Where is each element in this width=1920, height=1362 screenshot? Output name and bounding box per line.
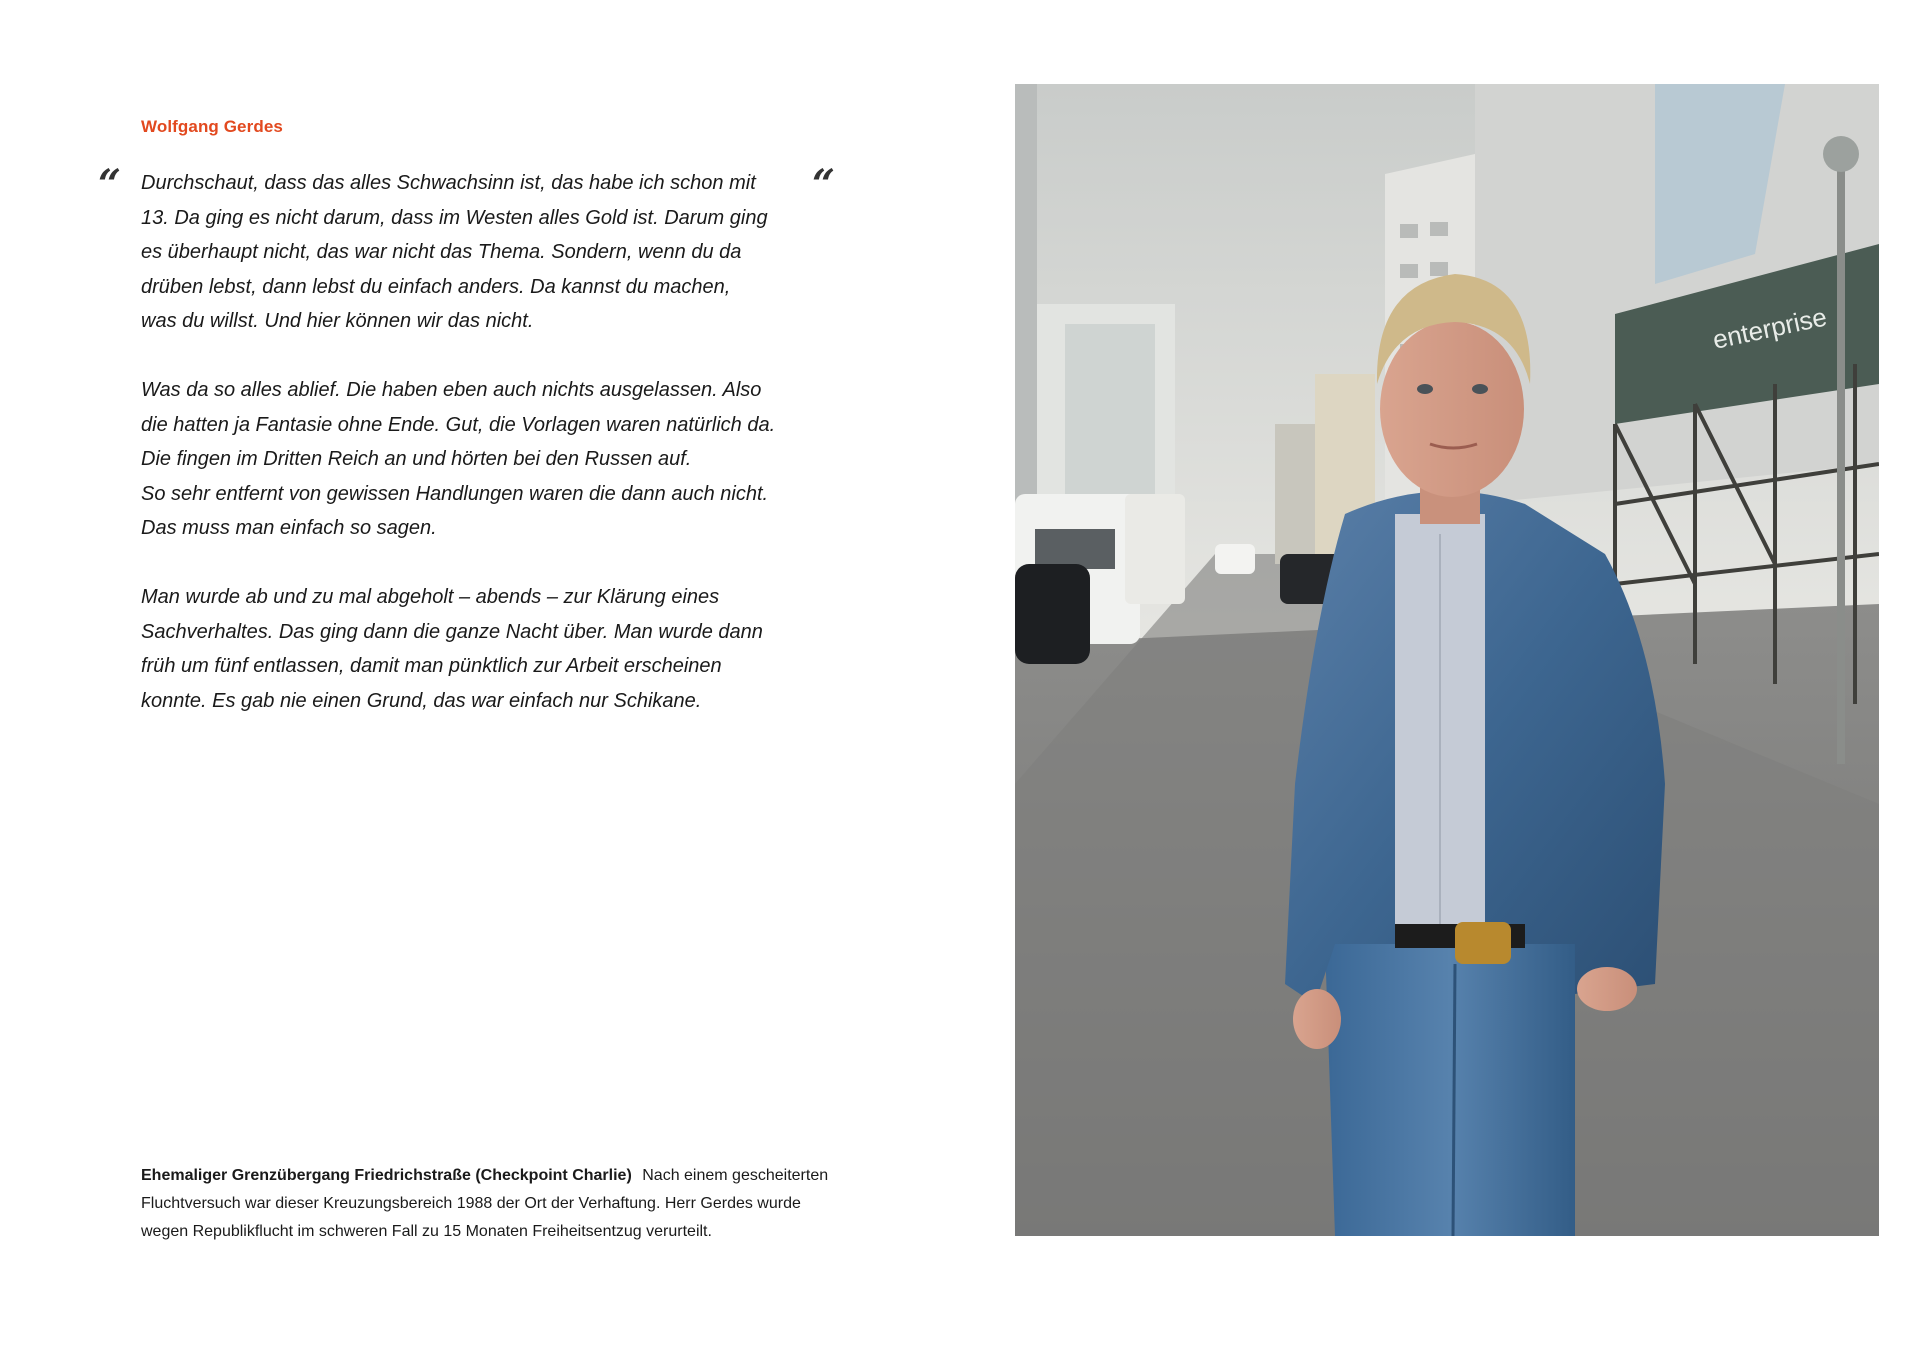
- caption-line: [141, 1162, 901, 1190]
- building-distant: [1275, 424, 1315, 564]
- white-truck: [1125, 494, 1185, 604]
- quote-line: was du willst. Und hier können wir das nicht.: [141, 310, 534, 332]
- quote-line: Was da so alles ablief. Die haben eben auch nichts ausgelassen. Also: [141, 379, 762, 401]
- caption-line: Fluchtversuch war dieser Kreuzungsbereich 1988 der Ort der Verhaftung. Herr Gerdes wurde: [141, 1195, 801, 1212]
- quote-line: früh um fünf entlassen, damit man pünktlich zur Arbeit erscheinen: [141, 655, 722, 677]
- street-portrait-illustration: [1015, 84, 1879, 1236]
- person-left-hand: [1293, 989, 1341, 1049]
- quote-line: die hatten ja Fantasie ohne Ende. Gut, die Vorlagen waren natürlich da.: [141, 413, 776, 436]
- quote-paragraph-1: [141, 161, 841, 339]
- caption-line: wegen Republikflucht im schweren Fall zu 15 Monaten Freiheitsentzug verurteilt.: [141, 1223, 712, 1240]
- quote-paragraph-2: [141, 373, 841, 546]
- street-lamp-head: [1823, 136, 1859, 172]
- person-left-eye: [1417, 384, 1433, 394]
- quote-line: es überhaupt nicht, das war nicht das Thema. Sondern, wenn du da: [141, 241, 742, 263]
- author-name: Wolfgang Gerdes: [141, 117, 283, 136]
- person-right-hand: [1577, 967, 1637, 1011]
- quote-line: drüben lebst, dann lebst du einfach anders. Da kannst du machen,: [141, 275, 731, 298]
- quote-line: Die fingen im Dritten Reich an und hörten bei den Russen auf.: [141, 448, 692, 470]
- van-windshield: [1035, 529, 1115, 569]
- opening-quote-mark: “: [98, 161, 122, 208]
- portrait-photo: [1015, 84, 1879, 1236]
- person-jeans: [1325, 944, 1575, 1236]
- quote-paragraph-3: [141, 580, 841, 718]
- quote-line: Man wurde ab und zu mal abgeholt – abends – zur Klärung eines: [141, 586, 720, 608]
- belt-buckle: [1455, 922, 1511, 964]
- caption-text: Nach einem gescheiterten: [642, 1167, 829, 1184]
- distant-van: [1215, 544, 1255, 574]
- street-lamp-pole: [1837, 154, 1845, 764]
- quote-line: So sehr entfernt von gewissen Handlungen waren die dann auch nicht.: [141, 482, 769, 505]
- person-right-eye: [1472, 384, 1488, 394]
- quote-line: Sachverhaltes. Das ging dann die ganze Nacht über. Man wurde dann: [141, 620, 763, 643]
- quote-line: konnte. Es gab nie einen Grund, das war einfach nur Schikane.: [141, 689, 702, 712]
- quote-text: [141, 161, 841, 753]
- dark-car: [1015, 564, 1090, 664]
- quote-line: 13. Da ging es nicht darum, dass im Westen alles Gold ist. Darum ging: [141, 206, 768, 229]
- enterprise-sign: enterprise: [1710, 301, 1830, 355]
- photo-caption: [141, 1162, 901, 1246]
- caption-title: Ehemaliger Grenzübergang Friedrichstraße (Checkpoint Charlie): [141, 1167, 632, 1184]
- quote-line: Das muss man einfach so sagen.: [141, 517, 437, 539]
- closing-quote-mark: “: [812, 161, 836, 208]
- quote-line: Durchschaut, dass das alles Schwachsinn ist, das habe ich schon mit: [141, 172, 756, 194]
- person-face: [1380, 321, 1524, 497]
- jeans-seam: [1453, 964, 1455, 1236]
